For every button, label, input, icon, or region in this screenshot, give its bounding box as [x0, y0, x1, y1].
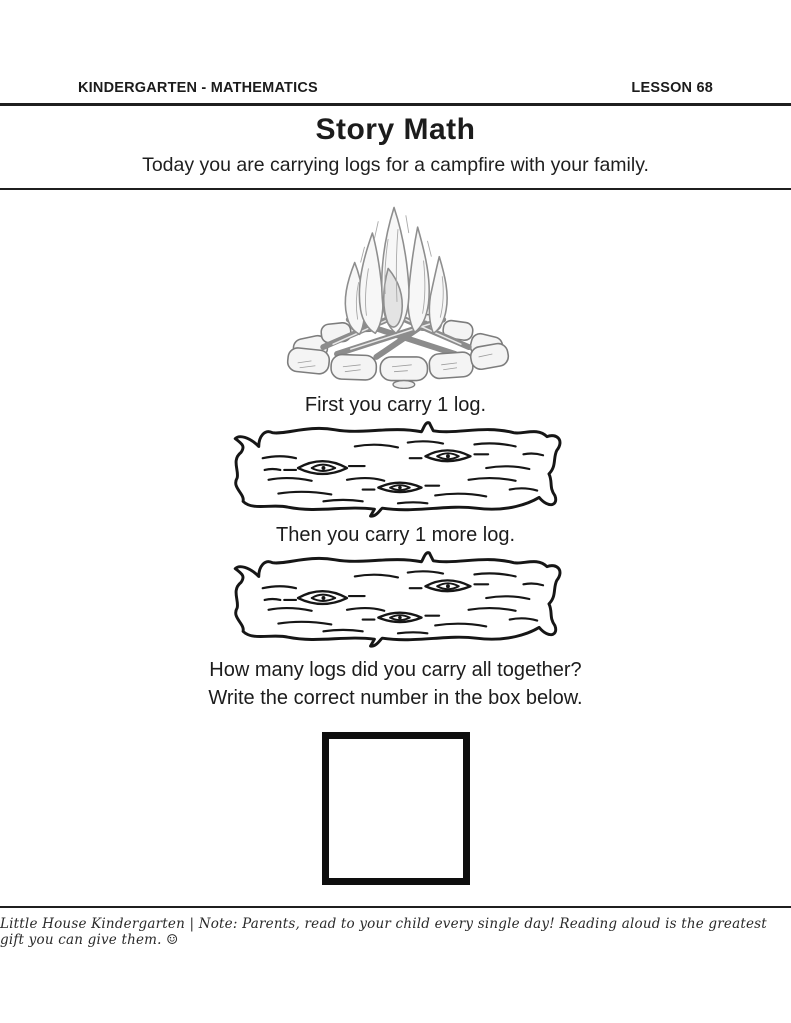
header-lesson-label: LESSON 68 [631, 80, 713, 96]
question-block [208, 656, 582, 712]
log-icon [227, 549, 565, 649]
log-illustration-1 [227, 419, 565, 519]
footer-note: Little House Kindergarten | Note: Parents, read to your child every single day! Reading aloud is the greatest gift you can give them. ☺ [0, 916, 767, 949]
footer-divider [0, 906, 791, 908]
question-line-2: Write the correct number in the box below. [208, 687, 583, 710]
question-line-1: How many logs did you carry all together? [209, 659, 582, 682]
header-subject-label: KINDERGARTEN - MATHEMATICS [78, 80, 318, 96]
page-subtitle: Today you are carrying logs for a campfire with your family. [142, 153, 649, 176]
header-divider [0, 103, 791, 106]
campfire-icon [278, 199, 514, 389]
subtitle-divider [0, 188, 791, 191]
campfire-illustration [278, 199, 514, 389]
page-title: Story Math [315, 112, 476, 146]
log-illustration-2 [227, 549, 565, 649]
story-step-2-text: Then you carry 1 more log. [276, 524, 515, 547]
answer-box[interactable] [322, 732, 470, 885]
log-icon [227, 419, 565, 519]
header [0, 80, 791, 96]
story-step-1-text: First you carry 1 log. [304, 394, 487, 417]
